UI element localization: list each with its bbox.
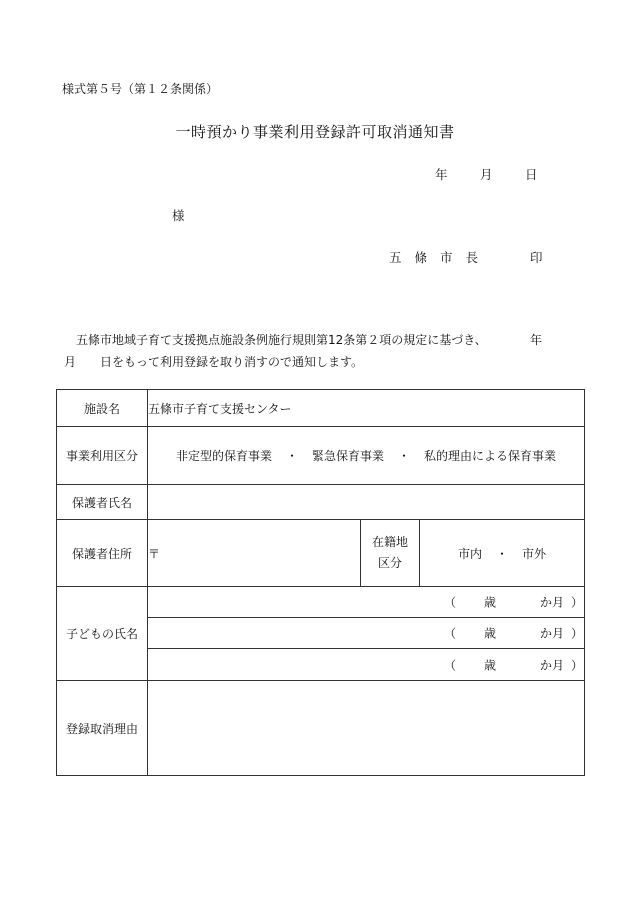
cancel-reason-field[interactable] — [148, 681, 585, 776]
age-months-unit: か月 — [540, 658, 565, 672]
child-row-1 — [57, 587, 585, 618]
body-text-year: 年 — [530, 333, 543, 347]
facility-label: 施設名 — [57, 390, 148, 427]
age-paren-close: ） — [571, 626, 584, 641]
cancel-reason-label: 登録取消理由 — [57, 681, 148, 776]
age-paren-open: （ — [444, 658, 457, 672]
guardian-address-field[interactable] — [148, 520, 361, 587]
residence-category-label — [361, 520, 420, 587]
seal-mark: 印 — [530, 250, 543, 265]
service-type-label: 事業利用区分 — [57, 427, 148, 485]
service-type-row — [57, 427, 585, 485]
body-text-month: 月 — [64, 355, 77, 369]
age-paren-close: ） — [571, 595, 584, 610]
date-year: 年 — [435, 167, 448, 182]
child-name-field-2[interactable] — [148, 618, 585, 649]
body-text-line-2: 日をもって利用登録を取り消すので通知します。 — [100, 355, 364, 369]
age-years-unit: 歳 — [484, 658, 497, 672]
form-number: 様式第５号（第１２条関係） — [62, 82, 219, 96]
age-paren-close: ） — [571, 658, 584, 672]
addressee-suffix: 様 — [172, 208, 185, 223]
service-type-option-private[interactable]: 私的理由による保育事業 — [424, 449, 557, 463]
residence-option-inside[interactable]: 市内 — [457, 546, 482, 561]
document-title: 一時預かり事業利用登録許可取消通知書 — [175, 123, 455, 141]
guardian-address-row — [57, 520, 585, 587]
body-text-line-1: 五條市地域子育て支援拠点施設条例施行規則第12条第２項の規定に基づき、 — [76, 333, 487, 347]
date-day: 日 — [525, 167, 538, 182]
child-name-field-3[interactable] — [148, 649, 585, 681]
age-paren-open: （ — [444, 626, 457, 641]
separator: ・ — [496, 546, 509, 561]
age-years-unit: 歳 — [484, 595, 497, 610]
age-months-unit: か月 — [540, 626, 565, 641]
sender-name: 五條市長 — [389, 250, 492, 265]
residence-option-outside[interactable]: 市外 — [522, 546, 547, 561]
guardian-name-label: 保護者氏名 — [57, 485, 148, 520]
cancellation-form-table — [56, 389, 585, 776]
facility-value: 五條市子育て支援センター — [148, 390, 585, 427]
separator: ・ — [285, 449, 298, 463]
facility-row — [57, 390, 585, 427]
age-years-unit: 歳 — [484, 626, 497, 641]
service-type-option-emergency[interactable]: 緊急保育事業 — [312, 449, 385, 463]
child-name-label: 子どもの氏名 — [57, 587, 148, 681]
separator: ・ — [398, 449, 411, 463]
age-paren-open: （ — [444, 595, 457, 610]
postal-mark: 〒 — [148, 546, 161, 561]
service-type-option-temporary[interactable]: 非定型的保育事業 — [175, 449, 272, 463]
cancel-reason-row — [57, 681, 585, 776]
residence-label-line-1: 在籍地 — [371, 535, 408, 549]
child-name-field-1[interactable] — [148, 587, 585, 618]
date-month: 月 — [480, 167, 493, 182]
residence-options — [420, 520, 585, 587]
service-type-options — [148, 427, 585, 485]
guardian-address-label: 保護者住所 — [57, 520, 148, 587]
guardian-name-row — [57, 485, 585, 520]
residence-label-line-2: 区分 — [377, 556, 402, 570]
age-months-unit: か月 — [540, 595, 565, 610]
guardian-name-field[interactable] — [148, 485, 585, 520]
